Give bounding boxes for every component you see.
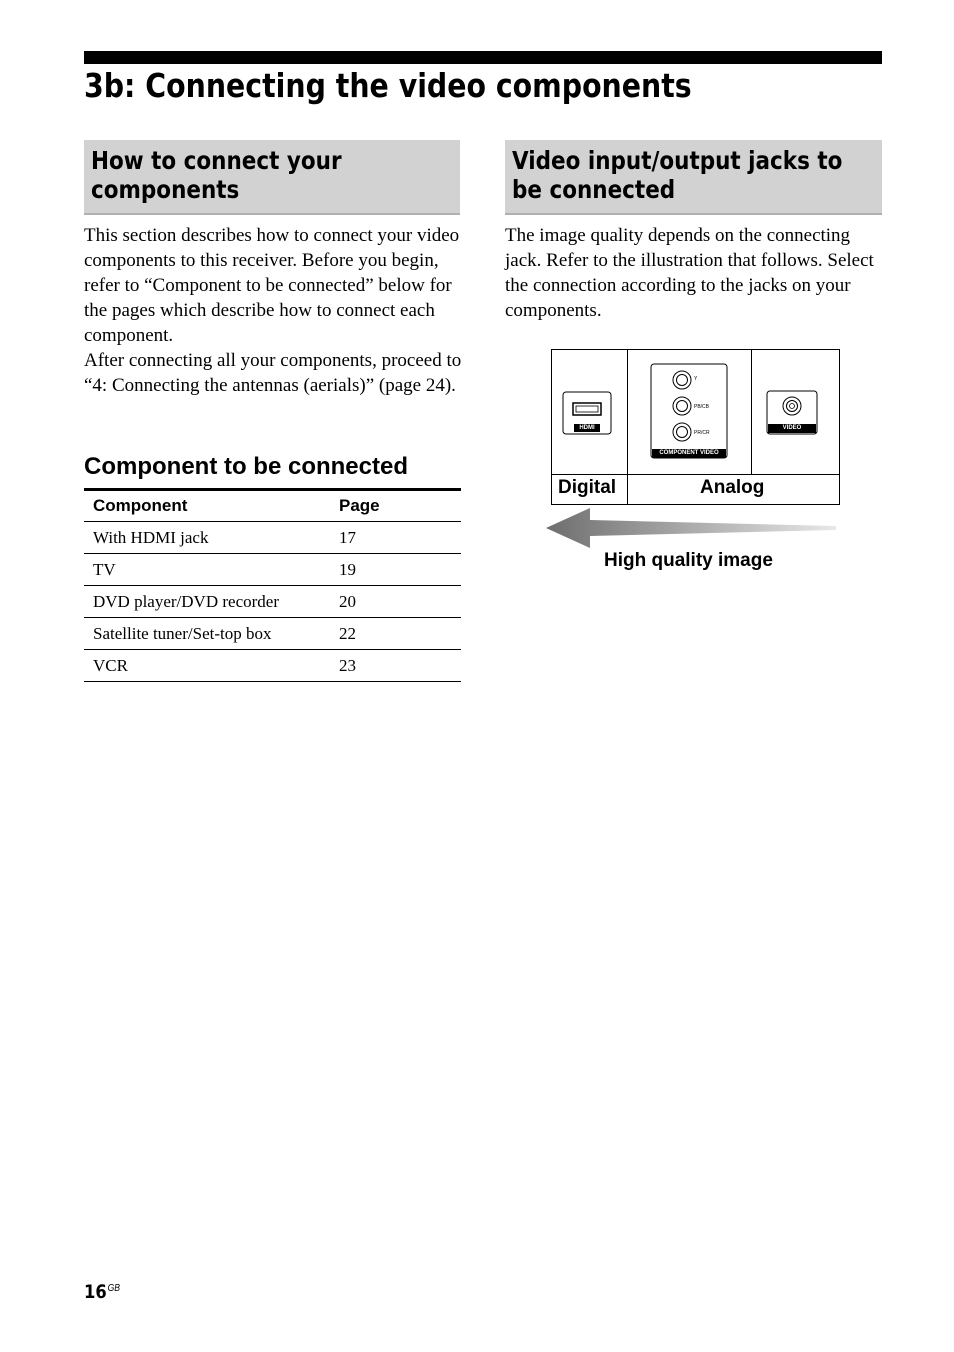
column-header-page: Page (339, 490, 461, 522)
video-jacks-heading: Video input/output jacks to be connected (512, 146, 843, 204)
after-connecting-paragraph: After connecting all your components, proceed to “4: Connecting the antennas (aerials)” (page 24). (84, 350, 462, 396)
jack-y-label: Y (694, 376, 698, 382)
component-table-heading: Component to be connected (84, 453, 408, 480)
page-number-value: 16 (84, 1281, 107, 1303)
table-row (84, 618, 461, 650)
jack-pb-icon (673, 397, 691, 415)
how-to-connect-heading-box (84, 140, 460, 215)
component-video-jacks-icon (651, 364, 727, 458)
high-quality-image-label: High quality image (604, 550, 773, 571)
page-cell: 22 (339, 618, 461, 650)
digital-label: Digital (558, 477, 617, 498)
table-row (84, 586, 461, 618)
page-cell: 19 (339, 554, 461, 586)
page-cell: 17 (339, 522, 461, 554)
component-cell: VCR (84, 650, 339, 682)
video-label: VIDEO (782, 425, 802, 431)
table-row (84, 650, 461, 682)
table-row (84, 554, 461, 586)
jack-pr-icon (673, 423, 691, 441)
page-cell: 23 (339, 650, 461, 682)
page-cell: 20 (339, 586, 461, 618)
table-row (84, 522, 461, 554)
how-to-connect-heading: How to connect your components (91, 146, 342, 204)
intro-paragraph: This section describes how to connect your video components to this receiver. Before you begin, refer to “Component to be connected” below for the pages which describe how to connect each component. (84, 225, 460, 346)
component-cell: Satellite tuner/Set-top box (84, 618, 339, 650)
component-video-label: COMPONENT VIDEO (659, 450, 719, 456)
jack-pb-label: PB/CB (694, 404, 710, 410)
jack-pr-label: PR/CR (694, 430, 710, 436)
table-header-row (84, 490, 461, 522)
component-table (84, 488, 461, 682)
region-code: GB (107, 1283, 121, 1294)
hdmi-label: HDMI (579, 425, 595, 431)
quality-arrow-icon (546, 508, 836, 548)
page-number (84, 1281, 120, 1303)
video-jacks-text (505, 223, 885, 323)
column-header-component: Component (84, 490, 339, 522)
jack-y-icon (673, 371, 691, 389)
video-jacks-heading-box (505, 140, 882, 215)
how-to-connect-text (84, 223, 462, 398)
video-jacks-paragraph: The image quality depends on the connecting jack. Refer to the illustration that follows. Select the connection according to the jacks on your components. (505, 225, 874, 321)
title-rule (84, 51, 882, 64)
analog-label: Analog (700, 477, 765, 498)
component-cell: DVD player/DVD recorder (84, 586, 339, 618)
component-cell: TV (84, 554, 339, 586)
page-title: 3b: Connecting the video components (84, 66, 692, 105)
component-cell: With HDMI jack (84, 522, 339, 554)
